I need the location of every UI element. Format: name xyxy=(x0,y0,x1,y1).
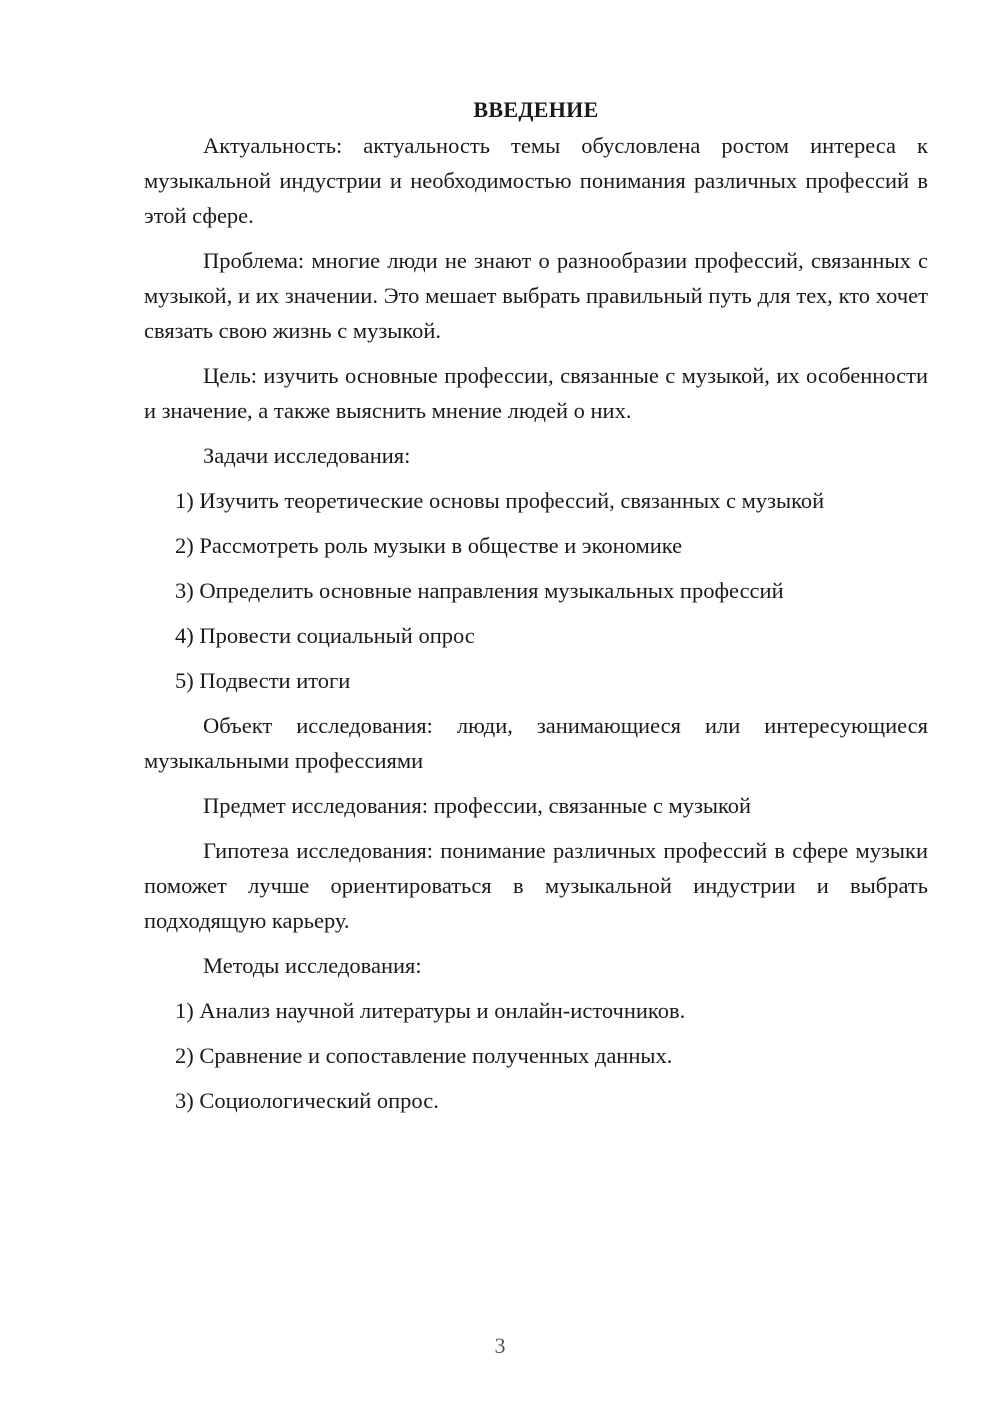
methods-heading: Методы исследования: xyxy=(203,953,422,978)
task-item: 2) Рассмотреть роль музыки в обществе и экономике xyxy=(175,533,683,558)
subject-paragraph: Предмет исследования: профессии, связанные с музыкой xyxy=(203,793,752,818)
hypothesis-paragraph: Гипотеза исследования: понимание различных профессий в сфере музыки поможет лучше ориентироваться в музыкальной индустрии и выбрать подходящую карьеру. xyxy=(144,838,928,933)
methods-list xyxy=(144,993,928,1118)
document-page xyxy=(144,92,928,1128)
problem-paragraph: Проблема: многие люди не знают о разнообразии профессий, связанных с музыкой, и их значении. Это мешает выбрать правильный путь для тех, кто хочет связать свою жизнь с музыкой. xyxy=(144,248,928,343)
task-item: 4) Провести социальный опрос xyxy=(175,623,475,648)
task-item: 1) Изучить теоретические основы профессий, связанных с музыкой xyxy=(175,488,825,513)
document-title: ВВЕДЕНИЕ xyxy=(473,97,599,122)
method-item: 3) Социологический опрос. xyxy=(175,1088,439,1113)
relevance-paragraph: Актуальность: актуальность темы обусловлена ростом интереса к музыкальной индустрии и необходимостью понимания различных профессий в этой сфере. xyxy=(144,133,928,228)
goal-paragraph: Цель: изучить основные профессии, связанные с музыкой, их особенности и значение, а также выяснить мнение людей о них. xyxy=(144,363,928,423)
task-item: 5) Подвести итоги xyxy=(175,668,351,693)
object-paragraph: Объект исследования: люди, занимающиеся или интересующиеся музыкальными профессиями xyxy=(144,713,928,773)
tasks-list xyxy=(144,483,928,698)
page-number: 3 xyxy=(494,1333,506,1358)
method-item: 2) Сравнение и сопоставление полученных данных. xyxy=(175,1043,673,1068)
tasks-heading: Задачи исследования: xyxy=(203,443,411,468)
method-item: 1) Анализ научной литературы и онлайн-источников. xyxy=(175,998,686,1023)
task-item: 3) Определить основные направления музыкальных профессий xyxy=(175,578,784,603)
